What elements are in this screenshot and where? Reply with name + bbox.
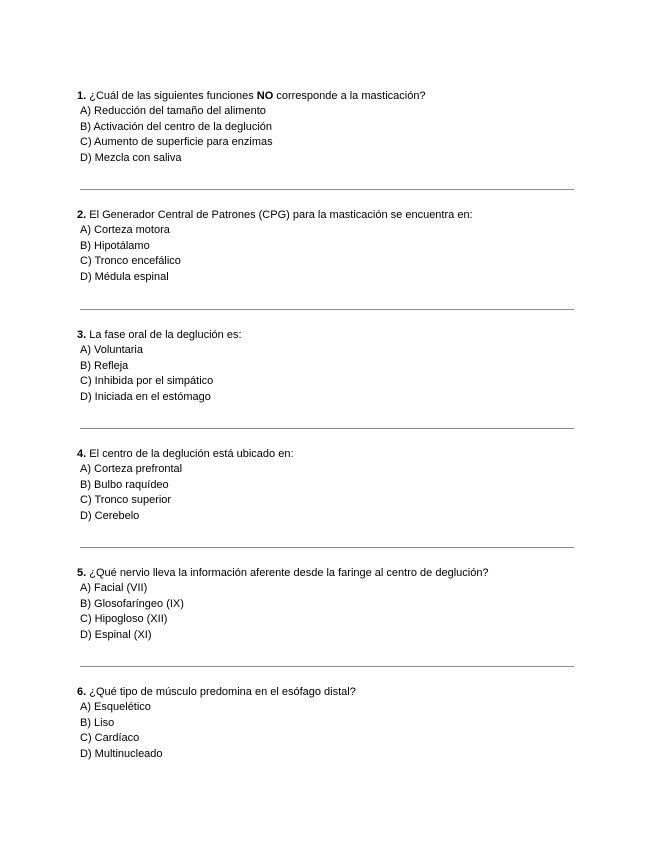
question-text: ¿Qué nervio lleva la información aferente desde la faringe al centro de deglución?	[89, 567, 489, 579]
option-d: D) Mezcla con saliva	[80, 152, 182, 165]
option-c: C) Tronco superior	[80, 494, 172, 507]
question-2-prompt	[77, 207, 577, 223]
option-c: C) Cardíaco	[80, 732, 140, 745]
option-c: C) Inhibida por el simpático	[80, 375, 214, 388]
separator	[80, 309, 574, 310]
option-a: A) Reducción del tamaño del alimento	[80, 105, 266, 117]
option-b: B) Activación del centro de la deglución	[80, 120, 273, 133]
option-b: B) Bulbo raquídeo	[80, 478, 169, 491]
separator	[80, 547, 574, 548]
option-a: A) Corteza motora	[80, 224, 170, 236]
question-text: El Generador Central de Patrones (CPG) para la masticación se encuentra en:	[89, 209, 473, 221]
question-number: 1.	[77, 90, 87, 102]
question-6	[77, 684, 577, 763]
question-number: 3.	[77, 329, 87, 341]
question-number: 6.	[77, 686, 87, 698]
question-5-prompt	[77, 565, 577, 581]
option-c: C) Aumento de superficie para enzimas	[80, 136, 273, 149]
option-c: C) Hipogloso (XII)	[80, 613, 168, 626]
question-4	[77, 446, 577, 525]
option-a: A) Voluntaria	[80, 344, 143, 356]
question-number: 2.	[77, 209, 87, 221]
question-3	[77, 327, 577, 406]
question-5	[77, 565, 577, 644]
option-a: A) Corteza prefrontal	[80, 463, 183, 475]
option-d: D) Iniciada en el estómago	[80, 391, 211, 404]
option-b: B) Liso	[80, 716, 115, 729]
option-a: A) Facial (VII)	[80, 582, 148, 594]
question-1	[77, 88, 577, 167]
question-4-prompt	[77, 446, 577, 462]
question-text: corresponde a la masticación?	[276, 90, 426, 102]
question-emphasis: NO	[256, 90, 274, 102]
option-d: D) Cerebelo	[80, 510, 140, 523]
question-text: ¿Cuál de las siguientes funciones	[89, 90, 254, 102]
question-6-prompt	[77, 684, 577, 700]
question-3-prompt	[77, 327, 577, 343]
question-number: 5.	[77, 567, 87, 579]
option-b: B) Refleja	[80, 359, 129, 372]
question-2	[77, 207, 577, 286]
question-text: ¿Qué tipo de músculo predomina en el esófago distal?	[89, 686, 356, 698]
question-1-prompt	[77, 88, 577, 104]
question-text: La fase oral de la deglución es:	[89, 329, 242, 341]
option-b: B) Hipotálamo	[80, 239, 150, 252]
separator	[80, 666, 574, 667]
option-a: A) Esquelético	[80, 701, 151, 713]
option-d: D) Médula espinal	[80, 271, 169, 284]
question-number: 4.	[77, 448, 87, 460]
separator	[80, 189, 574, 190]
option-d: D) Espinal (XI)	[80, 629, 152, 642]
option-b: B) Glosofaríngeo (IX)	[80, 597, 184, 610]
option-c: C) Tronco encefálico	[80, 255, 181, 268]
question-text: El centro de la deglución está ubicado en:	[89, 448, 294, 460]
separator	[80, 428, 574, 429]
option-d: D) Multinucleado	[80, 748, 163, 761]
